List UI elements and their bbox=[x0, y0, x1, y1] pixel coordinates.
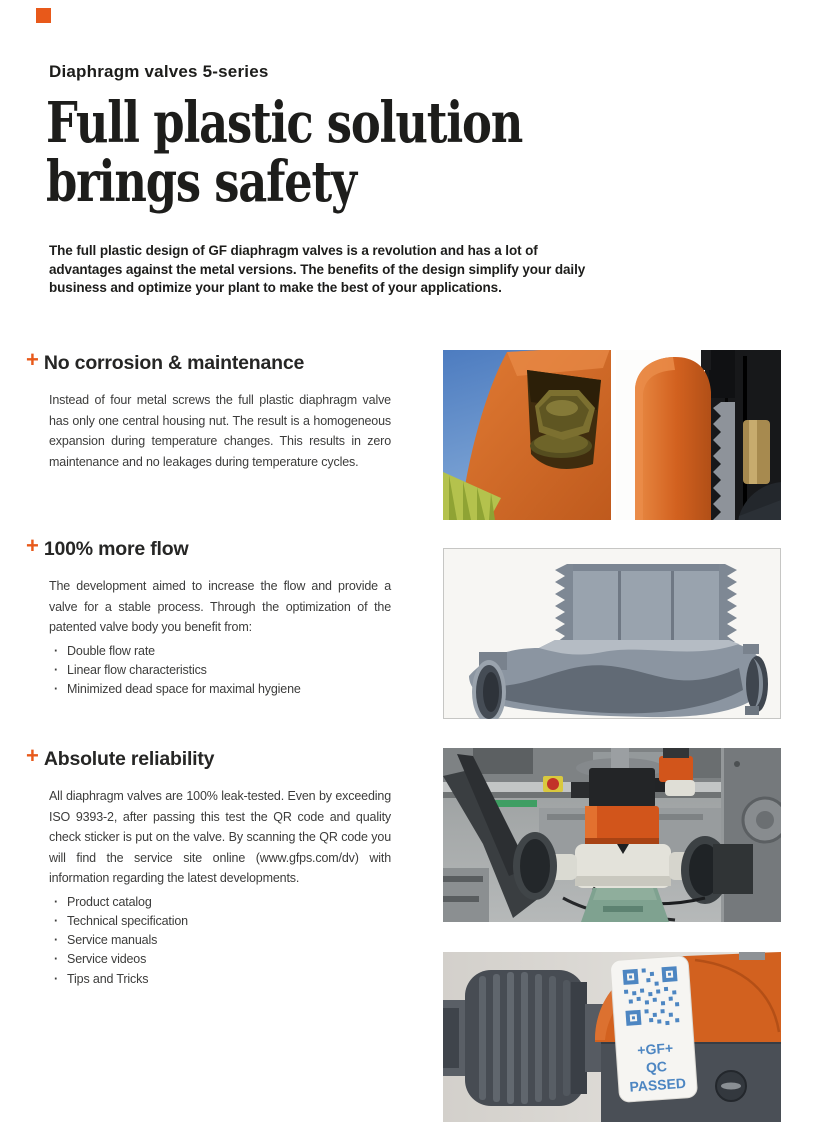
photo-corrosion-detail bbox=[443, 350, 781, 520]
intro-line: The full plastic design of GF diaphragm valves is a revolution and has a lot of bbox=[49, 243, 538, 258]
page-title-line1: Full plastic solution bbox=[46, 90, 523, 156]
bullet-item: · Service videos bbox=[49, 950, 398, 969]
plus-icon: + bbox=[26, 743, 39, 768]
section-body: The development aimed to increase the flow and provide a valve for a stable process. Through the optimization of the patented valve body you benefit from: bbox=[49, 579, 391, 634]
bullet-item: · Double flow rate bbox=[49, 642, 398, 661]
section-body: Instead of four metal screws the full plastic diaphragm valve has only one central housing nut. The result is a homogeneous expansion during temperature changes. This results in zero maintenance and no leakages during temperature cycles. bbox=[49, 393, 391, 469]
bullet-item: · Linear flow characteristics bbox=[49, 661, 398, 680]
photo-qc-sticker-valve bbox=[443, 952, 781, 1122]
bullet-list bbox=[49, 642, 398, 700]
page-title bbox=[46, 90, 523, 215]
photo-valve-cross-section bbox=[443, 548, 781, 719]
sticker-line3: PASSED bbox=[628, 1074, 687, 1095]
right-machine-housing bbox=[721, 748, 781, 922]
section-heading: Absolute reliability bbox=[43, 748, 215, 770]
photo-corrosion-detail-art bbox=[443, 350, 781, 520]
bullet-item: · Service manuals bbox=[49, 931, 398, 950]
panel-divider bbox=[611, 350, 616, 520]
section-heading-row bbox=[26, 347, 398, 375]
section-reliability bbox=[26, 743, 398, 989]
sticker-line1: +GF+ bbox=[636, 1039, 674, 1059]
intro-line: advantages against the metal versions. The benefits of the design simplify your daily bbox=[49, 261, 586, 277]
weir-body bbox=[469, 640, 763, 717]
photo-leak-test-machine-art bbox=[443, 748, 781, 922]
sticker-line2: QC bbox=[645, 1058, 668, 1076]
photo-qc-sticker-valve-art bbox=[443, 952, 781, 1122]
bullet-item: · Technical specification bbox=[49, 912, 398, 931]
qc-sticker bbox=[610, 955, 698, 1102]
panel-housing-nut bbox=[443, 350, 611, 520]
plus-icon: + bbox=[26, 533, 39, 558]
page-corner-mark bbox=[36, 8, 51, 23]
threaded-top bbox=[555, 564, 737, 644]
photo-leak-test-machine bbox=[443, 748, 781, 922]
bullet-item: · Tips and Tricks bbox=[49, 970, 398, 989]
bullet-item: · Product catalog bbox=[49, 893, 398, 912]
section-no-corrosion bbox=[26, 347, 398, 472]
intro-line: business and optimize your plant to make the best of your applications. bbox=[49, 280, 502, 296]
page-title-line2: brings safety bbox=[46, 149, 356, 215]
section-heading: 100% more flow bbox=[43, 538, 189, 560]
emergency-stop-button bbox=[543, 776, 563, 792]
section-more-flow bbox=[26, 533, 398, 699]
section-body: All diaphragm valves are 100% leak-tested. Even by exceeding ISO 9393-2, after passing this test the QR code and quality check sticker is put on the valve. By scanning the QR code you will find the service site online (www.gfps.com/dv) with information regarding the latest developments. bbox=[49, 789, 391, 885]
plus-icon: + bbox=[26, 347, 39, 372]
panel-cutaway bbox=[616, 350, 781, 520]
section-heading-row bbox=[26, 743, 398, 771]
section-heading: No corrosion & maintenance bbox=[43, 352, 305, 374]
intro-paragraph bbox=[49, 242, 585, 298]
kicker: Diaphragm valves 5-series bbox=[49, 62, 269, 81]
bullet-item: · Minimized dead space for maximal hygiene bbox=[49, 680, 398, 699]
bullet-list bbox=[49, 893, 398, 989]
section-heading-row bbox=[26, 533, 398, 561]
photo-valve-cross-section-art bbox=[443, 548, 781, 719]
